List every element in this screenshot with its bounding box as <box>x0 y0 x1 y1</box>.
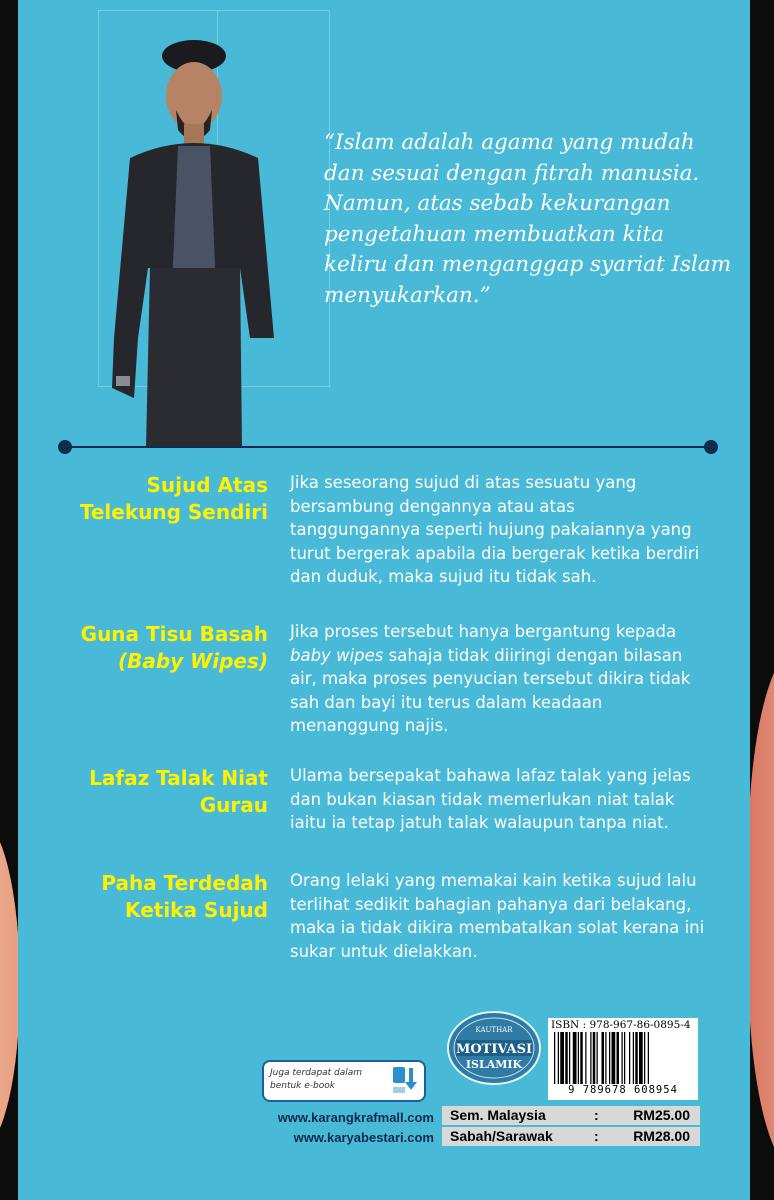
description-text: sahaja tidak diiringi dengan bilasan air, maka proses penyucian tersebut dikira tidak sah dan bayi itu terus dalam keadaan menanggung najis. <box>290 645 691 735</box>
topic-title-line: Lafaz Talak Niat <box>89 766 268 790</box>
topic-title-line: Ketika Sujud <box>125 898 268 922</box>
website-karangkrafmall: www.karangkrafmall.com <box>277 1110 434 1125</box>
topic-title-line: Sujud Atas <box>146 473 268 497</box>
isbn-label: ISBN : 978-967-86-0895-4 <box>551 1019 691 1031</box>
price-region: Sem. Malaysia <box>450 1107 546 1123</box>
seal-line3: ISLAMIK <box>465 1058 523 1071</box>
price-amount: RM28.00 <box>633 1128 690 1144</box>
left-hand-edge <box>0 820 20 1150</box>
author-photo <box>90 38 300 448</box>
ebook-badge <box>262 1060 426 1102</box>
price-separator: : <box>594 1107 599 1123</box>
seal-line2: MOTIVASI <box>455 1042 533 1057</box>
topic-description-guna-tisu-basah <box>290 620 710 738</box>
barcode-bars <box>552 1032 694 1084</box>
section-divider <box>58 440 718 454</box>
topic-title-line: Guna Tisu Basah <box>80 622 268 646</box>
price-separator: : <box>594 1128 599 1144</box>
topic-description-paha-terdedah: Orang lelaki yang memakai kain ketika sujud lalu terlihat sedikit bahagian pahanya dari belakang, maka ia tidak dikira membatalkan solat kerana ini sukar untuk dielakkan. <box>290 871 705 961</box>
topic-title-sujud-atas-telekung <box>48 472 268 526</box>
topic-title-paha-terdedah <box>48 870 268 924</box>
ebook-text: Juga terdapat dalam bentuk e-book <box>270 1068 363 1091</box>
download-icon <box>392 1066 418 1096</box>
price-region: Sabah/Sarawak <box>450 1128 553 1144</box>
topic-title-italic-line: (Baby Wipes) <box>117 649 268 673</box>
description-italic-text: baby wipes <box>290 645 384 665</box>
barcode-number: 9 789678 608954 <box>568 1084 678 1096</box>
price-amount: RM25.00 <box>633 1107 690 1123</box>
website-links <box>258 1108 434 1148</box>
website-karyabestari: www.karyabestari.com <box>293 1130 434 1145</box>
divider-line <box>62 446 714 448</box>
topic-title-line: Paha Terdedah <box>101 871 268 895</box>
topic-title-guna-tisu-basah <box>48 621 268 675</box>
motivasi-islamik-seal <box>446 1010 542 1086</box>
price-row <box>442 1127 700 1146</box>
topic-description-sujud-atas-telekung: Jika seseorang sujud di atas sesuatu yang bersambung dengannya atau atas tanggungannya seperti hujung pakaiannya yang turut bergerak apabila dia bergerak ketika berdiri dan duduk, maka sujud itu tidak sah. <box>290 473 700 586</box>
description-text: Jika proses tersebut hanya bergantung kepada <box>290 622 677 641</box>
topic-title-line: Telekung Sendiri <box>79 500 268 524</box>
divider-dot-right <box>704 440 718 454</box>
price-table <box>442 1106 700 1148</box>
isbn-barcode <box>548 1018 698 1100</box>
topic-title-line: Gurau <box>199 793 268 817</box>
divider-dot-left <box>58 440 72 454</box>
price-row <box>442 1106 700 1125</box>
book-back-cover <box>18 0 750 1200</box>
right-hand-edge <box>748 650 774 1170</box>
author-quote: “Islam adalah agama yang mudah dan sesuai dengan fitrah manusia. Namun, atas sebab kekurangan pengetahuan membuatkan kita keliru dan menganggap syariat Islam menyukarkan.” <box>324 130 732 308</box>
topic-title-lafaz-talak <box>48 765 268 819</box>
seal-line1: KAUTHAR <box>475 1026 513 1034</box>
topic-description-lafaz-talak: Ulama bersepakat bahawa lafaz talak yang jelas dan bukan kiasan tidak memerlukan niat talak iaitu ia tetap jatuh talak walaupun tanpa niat. <box>290 766 691 832</box>
